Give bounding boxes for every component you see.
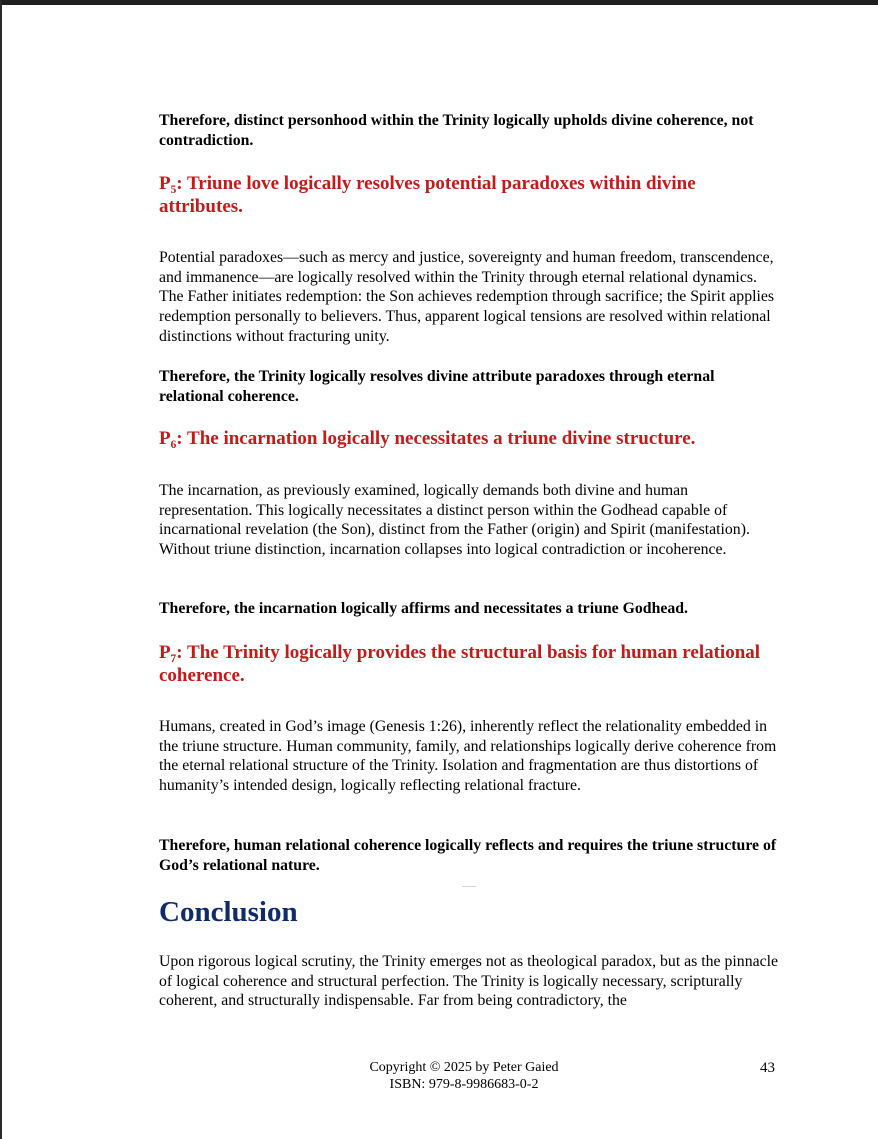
viewer-top-edge: [0, 0, 878, 5]
premise-body-p7: Humans, created in God’s image (Genesis 1:26), inherently reflect the relationality embedded in the triune structure. Human community, family, and relationships logically derive coherence from the eternal relational structure of the Trinity. Isolation and fragmentation are thus distortions of humanity’s intended design, logically reflecting relational fracture.: [159, 718, 777, 795]
premise-body-p5: Potential paradoxes—such as mercy and justice, sovereignty and human freedom, transcendence, and immanence—are logically resolved within the Trinity through eternal relational dynamics. The Father initiates redemption: the Son achieves redemption through sacrifice; the Spirit applies redemption personally to believers. Thus, apparent logical tensions are resolved within relational distinctions without fracturing unity.: [159, 249, 775, 345]
premise-heading-p6: P₆: The incarnation logically necessitates a triune divine structure.: [159, 428, 696, 449]
footer-isbn: ISBN: 979-8-9986683-0-2: [389, 1077, 539, 1092]
page-number: 43: [760, 1060, 775, 1076]
conclusion-statement-p5: Therefore, the Trinity logically resolves divine attribute paradoxes through eternal relational coherence.: [159, 368, 715, 405]
premise-body-p6: The incarnation, as previously examined, logically demands both divine and human representation. This logically necessitates a distinct person within the Godhead capable of incarnational revelation (the Son), distinct from the Father (origin) and Spirit (manifestation). Without triune distinction, incarnation collapses into logical contradiction or incoherence.: [159, 482, 750, 559]
conclusion-body: Upon rigorous logical scrutiny, the Trinity emerges not as theological paradox, but as the pinnacle of logical coherence and structural perfection. The Trinity is logically necessary, scripturally coherent, and structurally indispensable. Far from being contradictory, the: [159, 953, 779, 1010]
premise-heading-p7: P₇: The Trinity logically provides the structural basis for human relational coherence.: [159, 642, 761, 686]
viewer-left-edge: [0, 0, 2, 1139]
conclusion-statement-p7: Therefore, human relational coherence logically reflects and requires the triune structure of God’s relational nature.: [159, 837, 777, 874]
premise-heading-p5: P₅: Triune love logically resolves potential paradoxes within divine attributes.: [159, 173, 696, 217]
conclusion-statement-p6: Therefore, the incarnation logically affirms and necessitates a triune Godhead.: [159, 600, 689, 617]
conclusion-heading: Conclusion: [159, 896, 298, 928]
footer-copyright: Copyright © 2025 by Peter Gaied: [369, 1060, 559, 1075]
conclusion-statement-p4: Therefore, distinct personhood within the Trinity logically upholds divine coherence, not contradiction.: [159, 112, 754, 149]
page-divider-mark: [462, 886, 476, 887]
